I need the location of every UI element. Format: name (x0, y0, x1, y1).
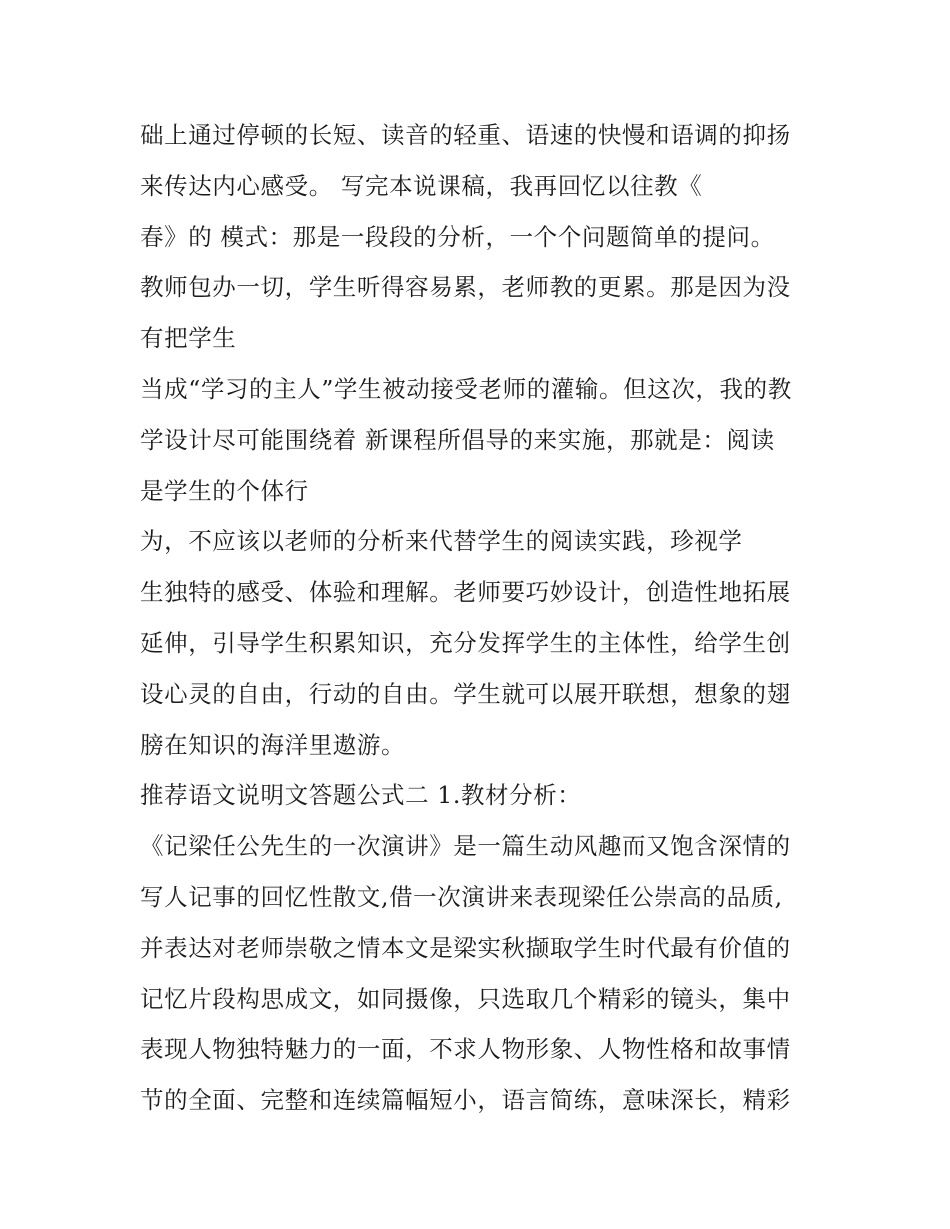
text-line: 膀在知识的海洋里遨游。 (140, 730, 406, 759)
text-line: 有把学生 (140, 324, 237, 353)
text-line: 延伸，引导学生积累知识，充分发挥学生的主体性，给学生创 (140, 628, 791, 657)
text-line: 是学生的个体行 (140, 476, 309, 505)
text-line: 础上通过停顿的长短、读音的轻重、语速的快慢和语调的抑扬 (140, 121, 791, 149)
text-line: 教师包办一切，学生听得容易累，老师教的更累。那是因为没 (140, 273, 791, 302)
text-line: 生独特的感受、体验和理解。老师要巧妙设计，创造性地拓展 (140, 578, 791, 607)
text-line: 学设计尽可能围绕着 新课程所倡导的来实施，那就是：阅读 (140, 425, 775, 454)
text-line: 《记梁任公先生的一次演讲》是一篇生动风趣而又饱含深情的 (140, 832, 791, 861)
text-line: 节的全面、完整和连续篇幅短小，语言简练，意味深长，精彩 (140, 1086, 791, 1115)
text-line: 设心灵的自由，行动的自由。学生就可以展开联想，想象的翅 (140, 679, 791, 708)
text-line: 表现人物独特魅力的一面，不求人物形象、人物性格和故事情 (140, 1035, 791, 1064)
body-text (140, 110, 820, 1126)
text-line: 春》的 模式：那是一段段的分析，一个个问题简单的提问。 (140, 222, 775, 251)
text-line: 为，不应该以老师的分析来代替学生的阅读实践，珍视学 (140, 527, 743, 556)
section-heading: 推荐语文说明文答题公式二 1.教材分析： (140, 781, 582, 810)
text-line: 来传达内心感受。 写完本说课稿，我再回忆以往教《 (140, 171, 703, 200)
text-line: 并表达对老师崇敬之情本文是梁实秋撷取学生时代最有价值的 (140, 933, 791, 962)
text-line: 当成“学习的主人”学生被动接受老师的灌输。但这次，我的教 (140, 374, 792, 403)
text-line: 记忆片段构思成文，如同摄像，只选取几个精彩的镜头，集中 (140, 984, 791, 1013)
text-line: 写人记事的回忆性散文,借一次演讲来表现梁任公崇高的品质, (140, 882, 783, 911)
